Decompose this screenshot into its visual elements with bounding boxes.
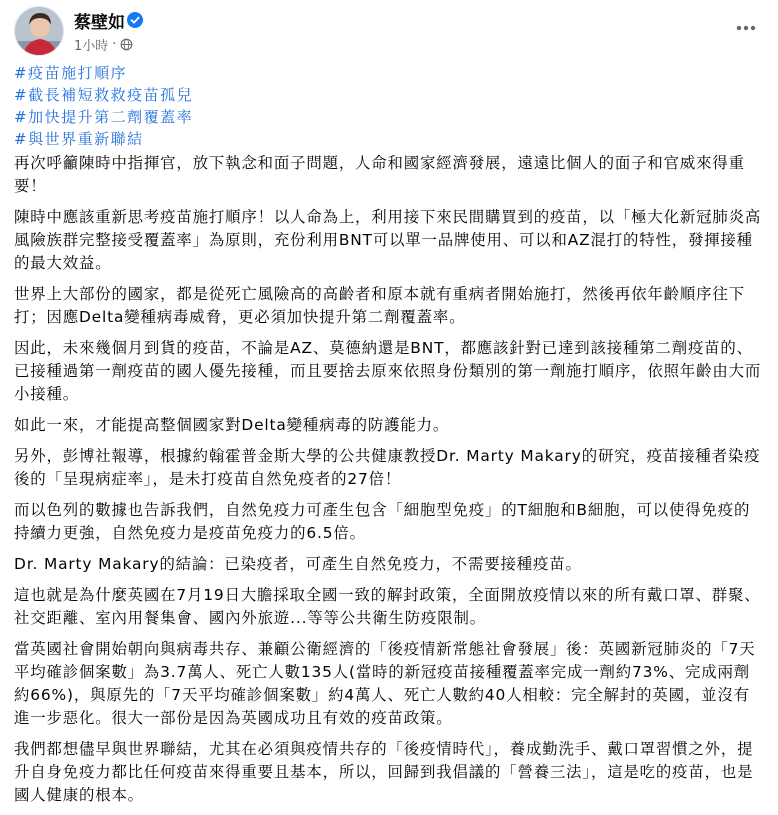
profile-photo [15, 7, 64, 56]
meta-separator: · [112, 37, 117, 52]
hashtag-link[interactable]: #與世界重新聯結 [14, 130, 144, 148]
post-paragraph: 我們都想儘早與世界聯結，尤其在必須與疫情共存的「後疫情時代」，養成勤洗手、戴口罩習慣之外，提升自身免疫力都比任何疫苗來得重要且基本，所以，回歸到我倡議的「營養三法」，這是吃的疫苗，也是國人健康的根本。 [14, 740, 754, 804]
post-meta [74, 35, 133, 54]
post-paragraph: 而以色列的數據也告訴我們，自然免疫力可產生包含「細胞型免疫」的T細胞和B細胞，可以使得免疫的持續力更強，自然免疫力是疫苗免疫力的6.5倍。 [14, 501, 751, 542]
post-paragraph: 這也就是為什麼英國在7月19日大膽採取全國一致的解封政策，全面開放疫情以來的所有戴口罩、群聚、社交距離、室內用餐集會、國內外旅遊...等等公共衛生防疫限制。 [14, 586, 761, 627]
post-paragraph: 如此一來，才能提高整個國家對Delta變種病毒的防護能力。 [14, 416, 450, 434]
avatar[interactable] [14, 6, 64, 56]
ellipsis-icon [736, 25, 756, 31]
post-paragraph: 世界上大部份的國家，都是從死亡風險高的高齡者和原本就有重病者開始施打，然後再依年齡順序往下打；因應Delta變種病毒威脅，更必須加快提升第二劑覆蓋率。 [14, 285, 745, 326]
post-paragraph: 因此，未來幾個月到貨的疫苗，不論是AZ、莫德納還是BNT，都應該針對已達到該接種第二劑疫苗的、已接種過第一劑疫苗的國人優先接種，而且要捨去原來依照身份類別的第一劑施打順序，依照年齡由大而小接種。 [14, 339, 762, 403]
more-options-button[interactable] [728, 10, 764, 46]
post-body [14, 152, 762, 815]
hashtag-link[interactable]: #截長補短救救疫苗孤兒 [14, 86, 194, 104]
verified-badge-icon [127, 12, 143, 28]
post-paragraph: Dr. Marty Makary的結論：已染疫者，可產生自然免疫力，不需要接種疫苗。 [14, 555, 582, 573]
post-paragraph: 另外，彭博社報導，根據約翰霍普金斯大學的公共健康教授Dr. Marty Makary的研究，疫苗接種者染疫後的「呈現病症率」，是未打疫苗自然免疫者的27倍！ [14, 447, 761, 488]
author-name[interactable]: 蔡壁如 [74, 13, 125, 33]
hashtag-list [14, 62, 764, 150]
hashtag-link[interactable]: #加快提升第二劑覆蓋率 [14, 108, 194, 126]
hashtag-link[interactable]: #疫苗施打順序 [14, 64, 128, 82]
post-paragraph: 當英國社會開始朝向與病毒共存、兼顧公衛經濟的「後疫情新常態社會發展」後：英國新冠肺炎的「7天平均確診個案數」為3.7萬人、死亡人數135人(當時的新冠疫苗接種覆蓋率完成一劑約73%、完成兩劑約66%)，與原先的「7天平均確診個案數」約4萬人、死亡人數約40人相較：完全解封的英國，並沒有進一步惡化。很大一部份是因為英國成功且有效的疫苗政策。 [14, 640, 756, 727]
post-paragraph: 再次呼籲陳時中指揮官，放下執念和面子問題，人命和國家經濟發展，遠遠比個人的面子和官威來得重要！ [14, 154, 745, 195]
post-header [14, 6, 764, 60]
post-paragraph: 陳時中應該重新思考疫苗施打順序！以人命為上，利用接下來民間購買到的疫苗，以「極大化新冠肺炎高風險族群完整接受覆蓋率」為原則，充份利用BNT可以單一品牌使用、可以和AZ混打的特性，發揮接種的最大效益。 [14, 208, 762, 272]
globe-icon [120, 38, 133, 51]
post-timestamp[interactable]: 1小時 [74, 39, 109, 54]
